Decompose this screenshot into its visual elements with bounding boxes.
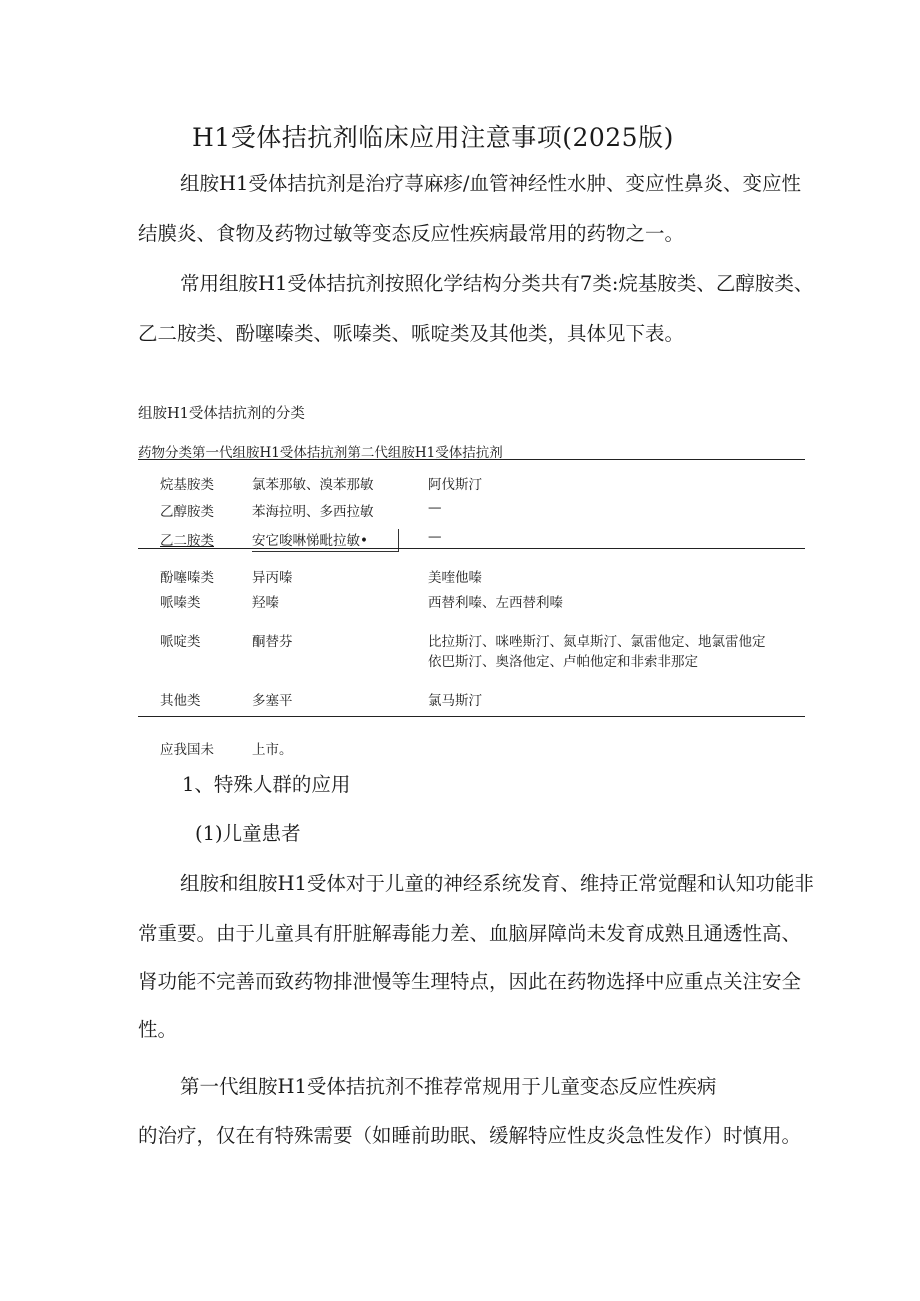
table-cell-gen1: 羟嗪: [252, 595, 279, 611]
table-cell-class: 哌嗪类: [160, 595, 201, 611]
table-cell-gen2: 美喹他嗪: [428, 570, 482, 586]
table-cell-gen1: 安它唆啉悌毗拉敏•: [252, 529, 399, 552]
table-mid-rule: [138, 548, 805, 549]
table-cell-gen1: 氯苯那敏、溴苯那敏: [252, 477, 374, 493]
table-cell-gen1: 异丙嗪: [252, 570, 293, 586]
intro-paragraph-1-line-2: 结膜炎、食物及药物过敏等变态反应性疾病最常用的药物之一。: [138, 222, 685, 245]
table-footnote-part-2: 上市。: [252, 742, 293, 758]
table-cell-class: 乙醇胺类: [160, 504, 214, 520]
table-cell-gen2-continued: 依巴斯汀、奥洛他定、卢帕他定和非索非那定: [428, 654, 698, 670]
children-paragraph-line-2: 常重要。由于儿童具有肝脏解毒能力差、血脑屏障尚未发育成熟且通透性高、: [138, 922, 802, 945]
table-cell-gen2: 阿伐斯汀: [428, 477, 482, 493]
intro-paragraph-2-line-1: 常用组胺H1受体拮抗剂按照化学结构分类共有7类:烷基胺类、乙醇胺类、: [180, 272, 814, 295]
table-cell-gen2: 西替利嗪、左西替利嗪: [428, 595, 563, 611]
table-cell-gen2: 比拉斯汀、咪唑斯汀、氮卓斯汀、氯雷他定、地氯雷他定: [428, 634, 766, 650]
table-cell-gen2: —: [428, 500, 442, 516]
first-gen-paragraph-line-2: 的治疗，仅在有特殊需要（如睡前助眠、缓解特应性皮炎急性发作）时慎用。: [138, 1124, 802, 1147]
table-cell-gen2: —: [428, 529, 442, 545]
table-header: 药物分类第一代组胺H1受体拮抗剂第二代组胺H1受体拮抗剂: [138, 445, 503, 461]
document-title: H1受体拮抗剂临床应用注意事项(2025版): [192, 123, 674, 152]
table-cell-class: 酚噻嗪类: [160, 570, 214, 586]
table-cell-gen1: 多塞平: [252, 693, 293, 709]
first-gen-paragraph-line-1: 第一代组胺H1受体拮抗剂不推荐常规用于儿童变态反应性疾病: [180, 1075, 717, 1098]
section-heading: 1、特殊人群的应用: [182, 773, 351, 796]
intro-paragraph-1-line-1: 组胺H1受体拮抗剂是治疗荨麻疹/血管神经性水肿、变应性鼻炎、变应性: [180, 172, 801, 195]
table-cell-gen1: 酮替芬: [252, 634, 293, 650]
table-cell-class: 其他类: [160, 693, 201, 709]
children-paragraph-line-1: 组胺和组胺H1受体对于儿童的神经系统发育、维持正常觉醒和认知功能非: [180, 872, 814, 895]
subsection-heading: (1)儿童患者: [195, 822, 301, 845]
table-cell-gen1: 苯海拉明、多西拉敏: [252, 504, 374, 520]
table-bottom-rule: [138, 716, 805, 717]
children-paragraph-line-3: 肾功能不完善而致药物排泄慢等生理特点，因此在药物选择中应重点关注安全: [138, 970, 802, 993]
table-cell-class: 烷基胺类: [160, 477, 214, 493]
table-cell-class: 乙二胺类: [160, 533, 214, 549]
table-footnote-part-1: 应我国未: [160, 742, 214, 758]
intro-paragraph-2-line-2: 乙二胺类、酚噻嗪类、哌嗪类、哌啶类及其他类，具体见下表。: [138, 322, 685, 345]
children-paragraph-line-4: 性。: [138, 1018, 178, 1041]
table-cell-class: 哌啶类: [160, 634, 201, 650]
table-top-rule: [138, 459, 805, 460]
table-caption: 组胺H1受体拮抗剂的分类: [138, 406, 305, 422]
table-cell-gen2: 氯马斯汀: [428, 693, 482, 709]
